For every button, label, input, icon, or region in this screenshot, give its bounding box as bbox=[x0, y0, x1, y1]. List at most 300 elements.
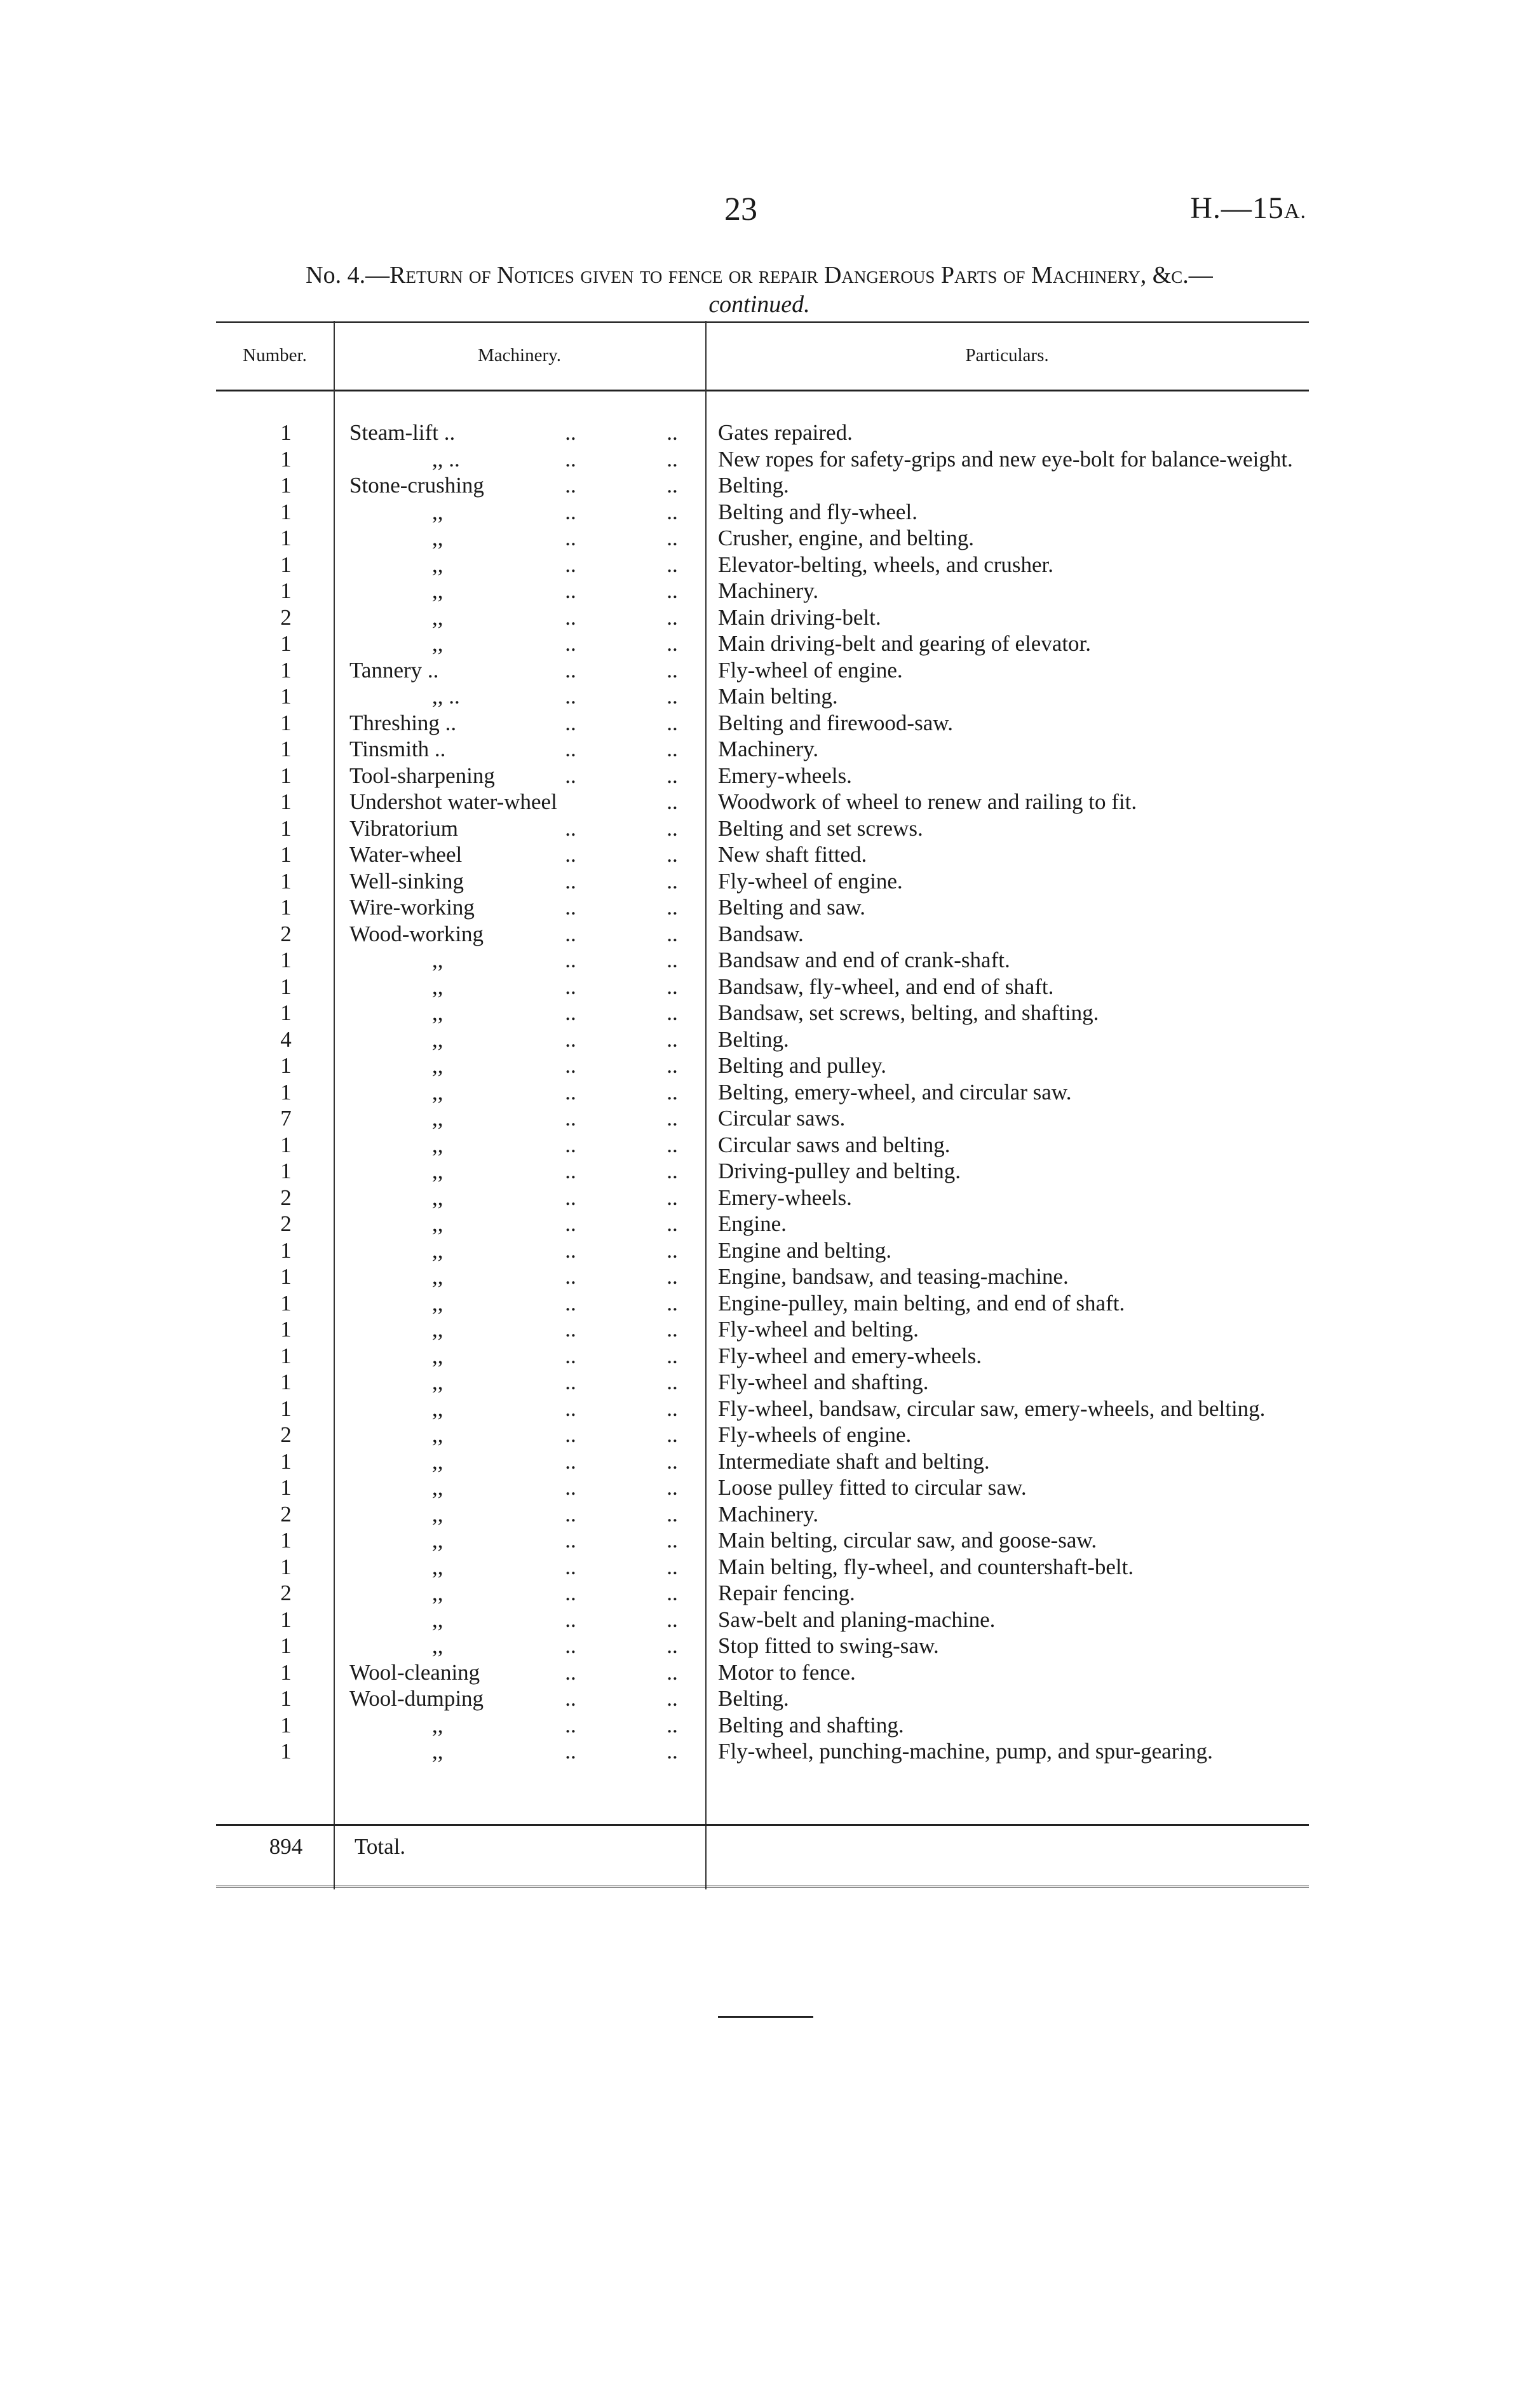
row-leader-dots: .. bbox=[565, 1317, 576, 1342]
row-number: 1 bbox=[280, 1739, 292, 1764]
table-row bbox=[216, 1316, 1309, 1343]
row-leader-dots: .. bbox=[565, 1686, 576, 1711]
table-row bbox=[216, 1607, 1309, 1633]
table-row bbox=[216, 1659, 1309, 1686]
row-machinery-text: Threshing .. bbox=[349, 710, 457, 735]
row-machinery-text: Tinsmith .. bbox=[349, 737, 446, 761]
table-row bbox=[216, 1000, 1309, 1026]
row-particulars: Engine-pulley, main belting, and end of shaft. bbox=[718, 1290, 1125, 1316]
row-particulars: Emery-wheels. bbox=[718, 1185, 852, 1210]
table-row bbox=[216, 683, 1309, 710]
row-particulars: Elevator-belting, wheels, and crusher. bbox=[718, 552, 1054, 577]
row-leader-dots: .. bbox=[667, 552, 678, 577]
table-row bbox=[216, 1079, 1309, 1106]
row-number: 1 bbox=[280, 737, 292, 761]
row-leader-dots: .. bbox=[667, 578, 678, 603]
row-leader-dots: .. bbox=[667, 789, 678, 814]
row-number: 1 bbox=[280, 1686, 292, 1711]
row-leader-dots: .. bbox=[565, 1053, 576, 1078]
table-row bbox=[216, 419, 1309, 446]
row-leader-dots: .. bbox=[565, 868, 576, 894]
row-leader-dots: .. bbox=[667, 1633, 678, 1658]
header-particulars: Particulars. bbox=[965, 345, 1049, 365]
header-machinery: Machinery. bbox=[478, 345, 561, 365]
table-row bbox=[216, 1263, 1309, 1290]
table-row bbox=[216, 446, 1309, 473]
row-leader-dots: .. bbox=[667, 604, 678, 630]
row-leader-dots: .. bbox=[667, 815, 678, 841]
row-machinery-text: ,, bbox=[432, 631, 443, 656]
row-particulars: Fly-wheel, punching-machine, pump, and spur-gearing. bbox=[718, 1739, 1213, 1764]
row-particulars: Bandsaw, fly-wheel, and end of shaft. bbox=[718, 974, 1054, 999]
row-leader-dots: .. bbox=[667, 1000, 678, 1025]
row-number: 1 bbox=[280, 815, 292, 841]
document-reference bbox=[1190, 191, 1306, 226]
table-row bbox=[216, 1343, 1309, 1370]
row-machinery-text: ,, bbox=[432, 578, 443, 603]
row-machinery-text: ,, bbox=[432, 1528, 443, 1553]
table-row bbox=[216, 894, 1309, 921]
row-leader-dots: .. bbox=[667, 1422, 678, 1447]
table-row bbox=[216, 1448, 1309, 1475]
row-number: 1 bbox=[280, 1528, 292, 1553]
row-machinery-text: Well-sinking bbox=[349, 868, 464, 894]
table-row bbox=[216, 974, 1309, 1000]
table-row bbox=[216, 1633, 1309, 1659]
row-number: 1 bbox=[280, 446, 292, 472]
row-leader-dots: .. bbox=[667, 1317, 678, 1342]
row-leader-dots: .. bbox=[667, 499, 678, 524]
row-machinery-text: ,, bbox=[432, 1475, 443, 1500]
row-number: 1 bbox=[280, 868, 292, 894]
row-number: 1 bbox=[280, 657, 292, 683]
row-leader-dots: .. bbox=[565, 1264, 576, 1289]
table-row bbox=[216, 1237, 1309, 1264]
row-machinery-text: ,, bbox=[432, 1026, 443, 1052]
row-leader-dots: .. bbox=[667, 921, 678, 946]
row-machinery-text: ,, bbox=[432, 499, 443, 524]
row-leader-dots: .. bbox=[667, 895, 678, 920]
row-number: 1 bbox=[280, 1317, 292, 1342]
row-machinery-text: ,, bbox=[432, 1053, 443, 1078]
row-number: 1 bbox=[280, 552, 292, 577]
row-leader-dots: .. bbox=[565, 1607, 576, 1632]
table-row bbox=[216, 1369, 1309, 1396]
row-number: 1 bbox=[280, 1633, 292, 1658]
row-particulars: Engine. bbox=[718, 1211, 787, 1236]
row-machinery-text: ,, bbox=[432, 1633, 443, 1658]
row-leader-dots: .. bbox=[667, 1712, 678, 1738]
row-leader-dots: .. bbox=[565, 1475, 576, 1500]
row-machinery-text: Tool-sharpening bbox=[349, 763, 495, 788]
row-number: 1 bbox=[280, 1396, 292, 1421]
row-machinery-text: Wool-cleaning bbox=[349, 1659, 480, 1685]
row-leader-dots: .. bbox=[565, 1396, 576, 1421]
table-row bbox=[216, 1026, 1309, 1053]
row-leader-dots: .. bbox=[667, 710, 678, 735]
document-reference-main: H.—15 bbox=[1190, 191, 1284, 225]
row-number: 2 bbox=[280, 1581, 292, 1605]
row-machinery-text: ,, bbox=[432, 1739, 443, 1764]
row-particulars: Bandsaw. bbox=[718, 921, 804, 946]
row-particulars: Belting and pulley. bbox=[718, 1053, 887, 1078]
row-number: 2 bbox=[280, 1185, 292, 1210]
row-machinery-text: ,, bbox=[432, 1581, 443, 1605]
row-machinery-text: ,, bbox=[432, 1185, 443, 1210]
row-leader-dots: .. bbox=[667, 737, 678, 761]
row-leader-dots: .. bbox=[565, 710, 576, 735]
row-leader-dots: .. bbox=[565, 1528, 576, 1553]
table-row bbox=[216, 1105, 1309, 1132]
row-leader-dots: .. bbox=[667, 1106, 678, 1131]
row-number: 7 bbox=[280, 1106, 292, 1131]
row-number: 1 bbox=[280, 1712, 292, 1738]
row-leader-dots: .. bbox=[667, 1501, 678, 1527]
row-particulars: Main driving-belt. bbox=[718, 604, 881, 630]
row-machinery-text: ,, bbox=[432, 1159, 443, 1183]
table-row bbox=[216, 921, 1309, 948]
table-row bbox=[216, 841, 1309, 868]
row-leader-dots: .. bbox=[667, 1053, 678, 1078]
row-leader-dots: .. bbox=[565, 1211, 576, 1236]
row-machinery-text: Tannery .. bbox=[349, 657, 439, 683]
row-number: 2 bbox=[280, 1211, 292, 1236]
row-leader-dots: .. bbox=[565, 974, 576, 999]
table-body bbox=[216, 419, 1309, 1765]
row-machinery-text: ,, .. bbox=[432, 446, 460, 472]
row-number: 1 bbox=[280, 631, 292, 656]
row-machinery-text: ,, bbox=[432, 526, 443, 550]
row-particulars: Belting, emery-wheel, and circular saw. bbox=[718, 1079, 1072, 1105]
row-leader-dots: .. bbox=[667, 1079, 678, 1105]
row-number: 1 bbox=[280, 974, 292, 999]
table-row bbox=[216, 710, 1309, 737]
row-leader-dots: .. bbox=[565, 604, 576, 630]
row-number: 1 bbox=[280, 1554, 292, 1579]
row-leader-dots: .. bbox=[667, 948, 678, 972]
table-row bbox=[216, 578, 1309, 604]
row-leader-dots: .. bbox=[565, 737, 576, 761]
table-row bbox=[216, 1527, 1309, 1554]
row-number: 1 bbox=[280, 1607, 292, 1632]
row-number: 1 bbox=[280, 1159, 292, 1183]
row-leader-dots: .. bbox=[667, 1554, 678, 1579]
row-number: 1 bbox=[280, 1290, 292, 1316]
row-particulars: Belting. bbox=[718, 473, 789, 498]
row-particulars: Machinery. bbox=[718, 578, 819, 603]
row-number: 1 bbox=[280, 1343, 292, 1368]
row-leader-dots: .. bbox=[667, 420, 678, 445]
row-machinery-text: ,, bbox=[432, 1607, 443, 1632]
row-machinery-text: ,, bbox=[432, 1422, 443, 1447]
row-particulars: Fly-wheel of engine. bbox=[718, 657, 903, 683]
table-row bbox=[216, 525, 1309, 552]
row-particulars: Main belting, fly-wheel, and countershaft-belt. bbox=[718, 1554, 1134, 1579]
row-number: 1 bbox=[280, 763, 292, 788]
row-leader-dots: .. bbox=[565, 446, 576, 472]
row-leader-dots: .. bbox=[667, 1581, 678, 1605]
row-number: 1 bbox=[280, 1659, 292, 1685]
total-number: 894 bbox=[269, 1834, 303, 1859]
table-row bbox=[216, 1685, 1309, 1712]
table-row bbox=[216, 552, 1309, 578]
row-machinery-text: ,, bbox=[432, 604, 443, 630]
row-leader-dots: .. bbox=[565, 552, 576, 577]
row-number: 4 bbox=[280, 1026, 292, 1052]
row-leader-dots: .. bbox=[565, 1659, 576, 1685]
row-machinery-text: Wire-working bbox=[349, 895, 475, 920]
row-particulars: Fly-wheel of engine. bbox=[718, 868, 903, 894]
row-number: 1 bbox=[280, 710, 292, 735]
table-row bbox=[216, 1554, 1309, 1581]
row-machinery-text: ,, bbox=[432, 1370, 443, 1394]
row-leader-dots: .. bbox=[565, 1739, 576, 1764]
row-particulars: Repair fencing. bbox=[718, 1581, 855, 1605]
row-leader-dots: .. bbox=[667, 684, 678, 709]
row-particulars: Loose pulley fitted to circular saw. bbox=[718, 1475, 1027, 1500]
row-leader-dots: .. bbox=[565, 684, 576, 709]
row-particulars: Fly-wheel, bandsaw, circular saw, emery-wheels, and belting. bbox=[718, 1396, 1266, 1421]
row-machinery-text: ,, bbox=[432, 948, 443, 972]
row-leader-dots: .. bbox=[565, 1581, 576, 1605]
table-row bbox=[216, 604, 1309, 631]
row-number: 1 bbox=[280, 473, 292, 498]
row-leader-dots: .. bbox=[667, 1211, 678, 1236]
row-leader-dots: .. bbox=[565, 815, 576, 841]
row-leader-dots: .. bbox=[667, 1448, 678, 1474]
row-number: 1 bbox=[280, 1475, 292, 1500]
notices-table bbox=[216, 321, 1309, 1891]
row-particulars: Belting. bbox=[718, 1686, 789, 1711]
row-leader-dots: .. bbox=[667, 1185, 678, 1210]
row-leader-dots: .. bbox=[565, 1501, 576, 1527]
row-number: 2 bbox=[280, 1501, 292, 1527]
row-particulars: Belting. bbox=[718, 1026, 789, 1052]
row-particulars: Engine and belting. bbox=[718, 1237, 892, 1263]
row-leader-dots: .. bbox=[667, 1686, 678, 1711]
row-leader-dots: .. bbox=[667, 763, 678, 788]
row-leader-dots: .. bbox=[667, 1237, 678, 1263]
row-leader-dots: .. bbox=[667, 446, 678, 472]
row-leader-dots: .. bbox=[565, 1554, 576, 1579]
row-leader-dots: .. bbox=[565, 1079, 576, 1105]
row-machinery-text: ,, bbox=[432, 552, 443, 577]
row-machinery-text: ,, bbox=[432, 974, 443, 999]
row-leader-dots: .. bbox=[565, 842, 576, 867]
row-leader-dots: .. bbox=[565, 1290, 576, 1316]
row-number: 2 bbox=[280, 604, 292, 630]
row-leader-dots: .. bbox=[667, 657, 678, 683]
row-leader-dots: .. bbox=[667, 974, 678, 999]
row-leader-dots: .. bbox=[565, 948, 576, 972]
document-reference-suffix: A. bbox=[1283, 200, 1306, 223]
row-machinery-text: ,, bbox=[432, 1343, 443, 1368]
row-leader-dots: .. bbox=[667, 1475, 678, 1500]
row-leader-dots: .. bbox=[667, 1290, 678, 1316]
row-leader-dots: .. bbox=[565, 1000, 576, 1025]
row-machinery-text: Stone-crushing bbox=[349, 473, 484, 498]
row-number: 2 bbox=[280, 1422, 292, 1447]
row-leader-dots: .. bbox=[565, 1370, 576, 1394]
row-particulars: Machinery. bbox=[718, 1501, 819, 1527]
row-machinery-text: ,, bbox=[432, 1106, 443, 1131]
row-leader-dots: .. bbox=[565, 1026, 576, 1052]
table-row bbox=[216, 1396, 1309, 1422]
row-leader-dots: .. bbox=[565, 895, 576, 920]
row-leader-dots: .. bbox=[667, 526, 678, 550]
row-leader-dots: .. bbox=[565, 526, 576, 550]
table-row bbox=[216, 736, 1309, 763]
row-particulars: Engine, bandsaw, and teasing-machine. bbox=[718, 1264, 1069, 1289]
row-particulars: Driving-pulley and belting. bbox=[718, 1159, 961, 1183]
row-number: 1 bbox=[280, 1079, 292, 1105]
row-number: 1 bbox=[280, 1237, 292, 1263]
table-row bbox=[216, 1738, 1309, 1765]
row-particulars: Gates repaired. bbox=[718, 420, 853, 445]
row-particulars: Saw-belt and planing-machine. bbox=[718, 1607, 996, 1632]
table-row bbox=[216, 763, 1309, 789]
row-number: 1 bbox=[280, 578, 292, 603]
row-number: 1 bbox=[280, 420, 292, 445]
row-number: 1 bbox=[280, 1132, 292, 1157]
row-leader-dots: .. bbox=[565, 1132, 576, 1157]
row-leader-dots: .. bbox=[667, 1132, 678, 1157]
row-particulars: Fly-wheel and belting. bbox=[718, 1317, 919, 1342]
row-machinery-text: ,, bbox=[432, 1396, 443, 1421]
row-number: 1 bbox=[280, 1264, 292, 1289]
row-particulars: Main belting. bbox=[718, 684, 838, 709]
row-particulars: New ropes for safety-grips and new eye-bolt for balance-weight. bbox=[718, 446, 1293, 472]
row-number: 1 bbox=[280, 842, 292, 867]
row-machinery-text: ,, bbox=[432, 1000, 443, 1025]
row-machinery-text: ,, bbox=[432, 1448, 443, 1474]
table-row bbox=[216, 815, 1309, 842]
table-row bbox=[216, 1501, 1309, 1528]
row-leader-dots: .. bbox=[667, 1026, 678, 1052]
row-machinery-text: Wool-dumping bbox=[349, 1686, 484, 1711]
row-leader-dots: .. bbox=[565, 1343, 576, 1368]
row-particulars: Fly-wheels of engine. bbox=[718, 1422, 912, 1447]
row-leader-dots: .. bbox=[565, 1448, 576, 1474]
table-row bbox=[216, 1712, 1309, 1739]
row-machinery-text: ,, bbox=[432, 1554, 443, 1579]
row-particulars: Machinery. bbox=[718, 737, 819, 761]
row-leader-dots: .. bbox=[565, 1712, 576, 1738]
row-leader-dots: .. bbox=[667, 1528, 678, 1553]
row-leader-dots: .. bbox=[565, 763, 576, 788]
row-leader-dots: .. bbox=[667, 631, 678, 656]
row-particulars: New shaft fitted. bbox=[718, 842, 867, 867]
row-leader-dots: .. bbox=[667, 1607, 678, 1632]
row-leader-dots: .. bbox=[565, 1422, 576, 1447]
row-particulars: Fly-wheel and emery-wheels. bbox=[718, 1343, 982, 1368]
table-row bbox=[216, 1422, 1309, 1448]
row-leader-dots: .. bbox=[565, 578, 576, 603]
row-leader-dots: .. bbox=[565, 631, 576, 656]
row-leader-dots: .. bbox=[667, 1264, 678, 1289]
row-particulars: Belting and shafting. bbox=[718, 1712, 904, 1738]
table-row bbox=[216, 1211, 1309, 1237]
table-row bbox=[216, 630, 1309, 657]
row-machinery-text: Wood-working bbox=[349, 921, 484, 946]
title-continued: continued. bbox=[708, 291, 810, 318]
row-machinery-text: Steam-lift .. bbox=[349, 420, 456, 445]
row-leader-dots: .. bbox=[667, 868, 678, 894]
row-machinery-text: ,, bbox=[432, 1079, 443, 1105]
row-particulars: Main belting, circular saw, and goose-saw. bbox=[718, 1528, 1097, 1553]
row-leader-dots: .. bbox=[667, 473, 678, 498]
table-top-rule bbox=[216, 321, 1309, 325]
row-number: 1 bbox=[280, 1370, 292, 1394]
row-leader-dots: .. bbox=[565, 499, 576, 524]
row-particulars: Emery-wheels. bbox=[718, 763, 852, 788]
row-machinery-text: ,, bbox=[432, 1264, 443, 1289]
row-number: 1 bbox=[280, 526, 292, 550]
row-number: 1 bbox=[280, 1000, 292, 1025]
row-number: 1 bbox=[280, 499, 292, 524]
row-machinery-text: ,, .. bbox=[432, 684, 460, 709]
end-rule bbox=[718, 2016, 813, 2018]
table-row bbox=[216, 472, 1309, 499]
row-leader-dots: .. bbox=[667, 842, 678, 867]
title-main: Return of Notices given to fence or repair Dangerous Parts of Machinery, &c.— bbox=[389, 262, 1213, 289]
table-bottom-rule bbox=[216, 1886, 1309, 1890]
row-particulars: Circular saws and belting. bbox=[718, 1132, 951, 1157]
row-particulars: Main driving-belt and gearing of elevator. bbox=[718, 631, 1092, 656]
row-particulars: Circular saws. bbox=[718, 1106, 846, 1131]
row-leader-dots: .. bbox=[565, 1159, 576, 1183]
row-leader-dots: .. bbox=[667, 1370, 678, 1394]
row-particulars: Belting and saw. bbox=[718, 895, 865, 920]
table-row bbox=[216, 1185, 1309, 1211]
row-number: 1 bbox=[280, 684, 292, 709]
row-number: 1 bbox=[280, 789, 292, 814]
table-row bbox=[216, 657, 1309, 684]
row-leader-dots: .. bbox=[667, 1659, 678, 1685]
row-particulars: Belting and fly-wheel. bbox=[718, 499, 917, 524]
row-machinery-text: ,, bbox=[432, 1211, 443, 1236]
row-leader-dots: .. bbox=[565, 1185, 576, 1210]
title-prefix: No. 4.— bbox=[306, 262, 390, 289]
total-label: Total. bbox=[355, 1834, 406, 1859]
row-particulars: Belting and firewood-saw. bbox=[718, 710, 953, 735]
table-row bbox=[216, 947, 1309, 974]
row-machinery-text: Water-wheel bbox=[349, 842, 463, 867]
row-leader-dots: .. bbox=[667, 1739, 678, 1764]
row-leader-dots: .. bbox=[565, 657, 576, 683]
row-number: 1 bbox=[280, 895, 292, 920]
table-row bbox=[216, 789, 1309, 815]
row-particulars: Stop fitted to swing-saw. bbox=[718, 1633, 939, 1658]
row-leader-dots: .. bbox=[565, 1237, 576, 1263]
row-leader-dots: .. bbox=[565, 1106, 576, 1131]
row-leader-dots: .. bbox=[667, 1343, 678, 1368]
header-number: Number. bbox=[243, 345, 307, 365]
row-particulars: Woodwork of wheel to renew and railing to fit. bbox=[718, 789, 1137, 814]
table-row bbox=[216, 1132, 1309, 1159]
row-machinery-text: ,, bbox=[432, 1712, 443, 1738]
table-title bbox=[210, 261, 1309, 319]
row-machinery-text: ,, bbox=[432, 1290, 443, 1316]
table-row bbox=[216, 1474, 1309, 1501]
row-number: 1 bbox=[280, 1053, 292, 1078]
table-row bbox=[216, 1052, 1309, 1079]
table-header-rule bbox=[216, 390, 1309, 391]
row-machinery-text: Vibratorium bbox=[349, 815, 458, 841]
row-leader-dots: .. bbox=[565, 921, 576, 946]
row-leader-dots: .. bbox=[565, 420, 576, 445]
row-leader-dots: .. bbox=[667, 1396, 678, 1421]
